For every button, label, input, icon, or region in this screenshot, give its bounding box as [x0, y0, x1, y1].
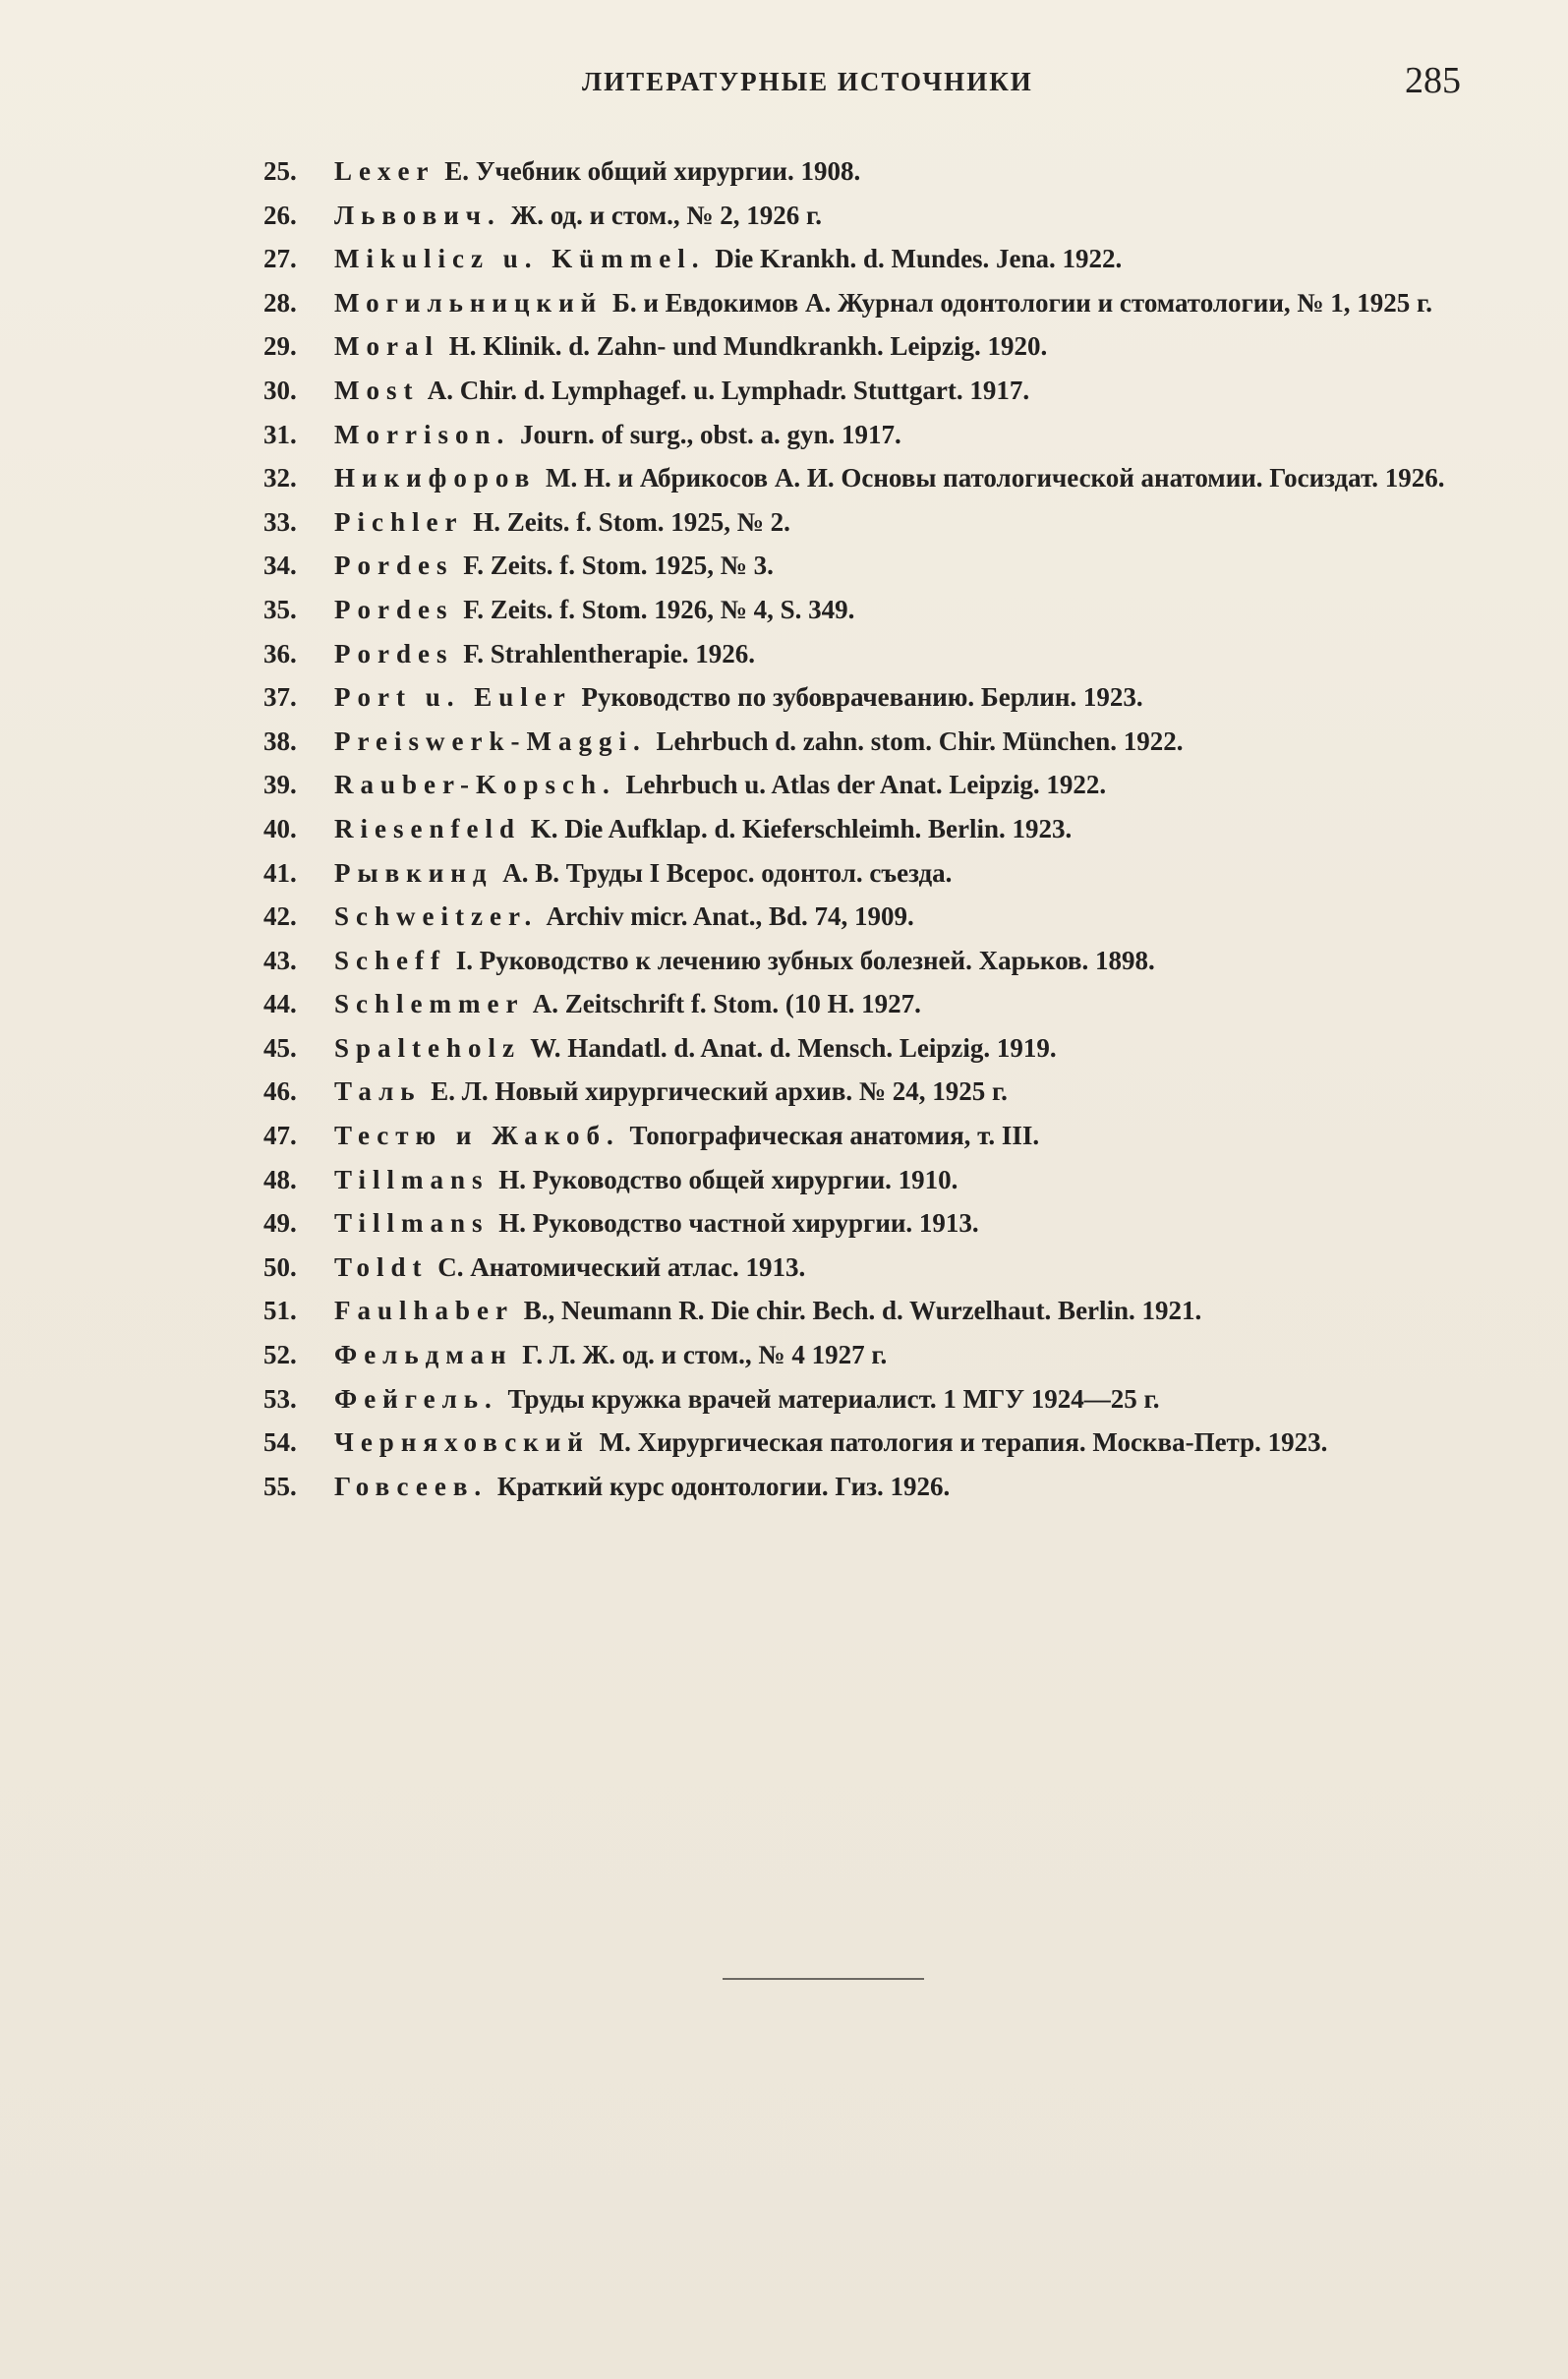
reference-entry: [195, 1465, 1463, 1509]
reference-number: 46.: [263, 1076, 297, 1107]
reference-citation: A. Zeitschrift f. Stom. (10 H. 1927.: [527, 989, 921, 1019]
reference-number: 43.: [263, 945, 297, 975]
reference-entry: [195, 1289, 1463, 1333]
reference-citation: F. Zeits. f. Stom. 1925, № 3.: [456, 551, 774, 581]
reference-entry: [195, 1114, 1463, 1158]
reference-number: 40.: [263, 813, 297, 843]
reference-citation: Die Krankh. d. Mundes. Jena. 1922.: [708, 244, 1123, 274]
reference-citation: Краткий курс одонтологии. Гиз. 1926.: [491, 1471, 951, 1501]
reference-entry: [195, 763, 1463, 807]
reference-author: Рывкинд: [334, 857, 494, 888]
reference-author: Rauber-Kopsch.: [334, 770, 616, 800]
page-number: 285: [1405, 60, 1461, 101]
reference-entry: [195, 237, 1463, 281]
reference-citation: Ж. од. и стом., № 2, 1926 г.: [503, 200, 822, 230]
reference-entry: [195, 807, 1463, 851]
reference-number: 30.: [263, 375, 297, 405]
reference-author: Schlemmer: [334, 989, 525, 1019]
reference-number: 27.: [263, 244, 297, 274]
reference-author: Morrison.: [334, 419, 511, 449]
reference-number: 29.: [263, 331, 297, 362]
page-header: [197, 59, 1461, 108]
reference-number: 38.: [263, 725, 297, 756]
reference-citation: H. Руководство общей хирургии. 1910.: [492, 1164, 958, 1194]
reference-author: Pordes: [334, 551, 454, 581]
reference-number: 45.: [263, 1032, 297, 1063]
reference-number: 37.: [263, 682, 297, 713]
reference-number: 39.: [263, 770, 297, 800]
reference-number: 47.: [263, 1121, 297, 1151]
reference-number: 31.: [263, 419, 297, 449]
reference-citation: W. Handatl. d. Anat. d. Mensch. Leipzig. 1919.: [524, 1032, 1057, 1063]
reference-author: Pordes: [334, 594, 454, 624]
reference-entry: [195, 149, 1463, 194]
reference-entry: [195, 1201, 1463, 1246]
reference-entry: [195, 324, 1463, 369]
reference-entry: [195, 632, 1463, 676]
reference-number: 50.: [263, 1251, 297, 1282]
reference-citation: Топографическая анатомия, т. III.: [622, 1121, 1040, 1151]
reference-list: [195, 149, 1463, 1508]
reference-citation: Руководство по зубоврачеванию. Берлин. 1923.: [574, 682, 1143, 713]
reference-author: Pordes: [334, 638, 454, 668]
reference-author: Most: [334, 375, 420, 405]
reference-entry: [195, 588, 1463, 632]
reference-citation: Труды кружка врачей материалист. 1 МГУ 1924—25 г.: [500, 1383, 1160, 1414]
reference-number: 34.: [263, 551, 297, 581]
reference-number: 25.: [263, 156, 297, 186]
reference-citation: Journ. of surg., obst. a. gyn. 1917.: [513, 419, 901, 449]
reference-citation: Е. Учебник общий хирургии. 1908.: [437, 156, 861, 186]
reference-citation: I. Руководство к лечению зубных болезней. Харьков. 1898.: [448, 945, 1155, 975]
reference-citation: М. Хирургическая патология и терапия. Москва-Петр. 1923.: [592, 1427, 1328, 1458]
reference-author: Черняховский: [334, 1427, 590, 1458]
reference-entry: [195, 500, 1463, 545]
reference-author: Могильницкий: [334, 287, 604, 318]
reference-entry: [195, 939, 1463, 983]
reference-author: Фельдман: [334, 1340, 513, 1370]
reference-author: Фейгель.: [334, 1383, 498, 1414]
reference-number: 36.: [263, 638, 297, 668]
reference-citation: K. Die Aufklap. d. Kieferschleimh. Berlin. 1923.: [523, 813, 1073, 843]
reference-entry: [195, 1421, 1463, 1465]
reference-entry: [195, 544, 1463, 588]
reference-entry: [195, 1333, 1463, 1377]
reference-author: Mikulicz u. Kümmel.: [334, 244, 706, 274]
reference-author: Schweitzer.: [334, 901, 539, 932]
reference-number: 28.: [263, 287, 297, 318]
reference-number: 49.: [263, 1208, 297, 1239]
reference-citation: М. Н. и Абрикосов А. И. Основы патологической анатомии. Госиздат. 1926.: [539, 463, 1445, 493]
reference-citation: F. Strahlentherapie. 1926.: [456, 638, 755, 668]
closing-rule: [723, 1978, 924, 1980]
reference-author: Tillmans: [334, 1164, 490, 1194]
reference-citation: H. Klinik. d. Zahn- und Mundkrankh. Leipzig. 1920.: [441, 331, 1048, 362]
reference-author: Preiswerk-Maggi.: [334, 725, 647, 756]
reference-number: 42.: [263, 901, 297, 932]
reference-number: 48.: [263, 1164, 297, 1194]
reference-author: Scheff: [334, 945, 446, 975]
reference-number: 55.: [263, 1471, 297, 1501]
reference-author: Tillmans: [334, 1208, 490, 1239]
reference-citation: Б. и Евдокимов А. Журнал одонтологии и стоматологии, № 1, 1925 г.: [606, 287, 1432, 318]
reference-author: Port u. Euler: [334, 682, 572, 713]
reference-entry: [195, 1070, 1463, 1114]
reference-author: Spalteholz: [334, 1032, 522, 1063]
reference-entry: [195, 281, 1463, 325]
reference-number: 32.: [263, 463, 297, 493]
running-title: ЛИТЕРАТУРНЫЕ ИСТОЧНИКИ: [582, 67, 1033, 96]
reference-citation: A. Chir. d. Lymphagef. u. Lymphadr. Stuttgart. 1917.: [422, 375, 1030, 405]
reference-citation: Lehrbuch d. zahn. stom. Chir. München. 1922.: [649, 725, 1184, 756]
reference-number: 54.: [263, 1427, 297, 1458]
reference-entry: [195, 369, 1463, 413]
reference-number: 33.: [263, 506, 297, 537]
reference-author: Pichler: [334, 506, 464, 537]
reference-citation: Г. Л. Ж. од. и стом., № 4 1927 г.: [515, 1340, 888, 1370]
reference-author: Говсеев.: [334, 1471, 489, 1501]
reference-entry: [195, 1158, 1463, 1202]
reference-author: Lexer: [334, 156, 436, 186]
reference-citation: F. Zeits. f. Stom. 1926, № 4, S. 349.: [456, 594, 855, 624]
reference-author: Тестю и Жакоб.: [334, 1121, 620, 1151]
reference-entry: [195, 720, 1463, 764]
reference-number: 41.: [263, 857, 297, 888]
reference-entry: [195, 982, 1463, 1026]
reference-citation: B., Neumann R. Die chir. Bech. d. Wurzelhaut. Berlin. 1921.: [517, 1296, 1202, 1326]
reference-number: 35.: [263, 594, 297, 624]
reference-entry: [195, 851, 1463, 896]
reference-number: 52.: [263, 1340, 297, 1370]
reference-citation: Е. Л. Новый хирургический архив. № 24, 1925 г.: [424, 1076, 1008, 1107]
reference-citation: H. Zeits. f. Stom. 1925, № 2.: [466, 506, 790, 537]
reference-author: Riesenfeld: [334, 813, 521, 843]
reference-number: 53.: [263, 1383, 297, 1414]
reference-entry: [195, 895, 1463, 939]
reference-entry: [195, 1026, 1463, 1071]
reference-citation: H. Руководство частной хирургии. 1913.: [492, 1208, 979, 1239]
reference-citation: Archiv micr. Anat., Bd. 74, 1909.: [541, 901, 914, 932]
reference-author: Moral: [334, 331, 439, 362]
reference-entry: [195, 413, 1463, 457]
reference-author: Faulhaber: [334, 1296, 515, 1326]
reference-author: Никифоров: [334, 463, 537, 493]
reference-citation: C. Анатомический атлас. 1913.: [431, 1251, 806, 1282]
reference-number: 44.: [263, 989, 297, 1019]
reference-author: Таль: [334, 1076, 422, 1107]
reference-citation: А. В. Труды I Всерос. одонтол. съезда.: [495, 857, 953, 888]
reference-entry: [195, 1377, 1463, 1422]
reference-entry: [195, 675, 1463, 720]
reference-entry: [195, 456, 1463, 500]
reference-citation: Lehrbuch u. Atlas der Anat. Leipzig. 1922.: [618, 770, 1107, 800]
reference-entry: [195, 194, 1463, 238]
reference-author: Toldt: [334, 1251, 429, 1282]
reference-author: Львович.: [334, 200, 501, 230]
reference-number: 51.: [263, 1296, 297, 1326]
reference-entry: [195, 1246, 1463, 1290]
reference-number: 26.: [263, 200, 297, 230]
